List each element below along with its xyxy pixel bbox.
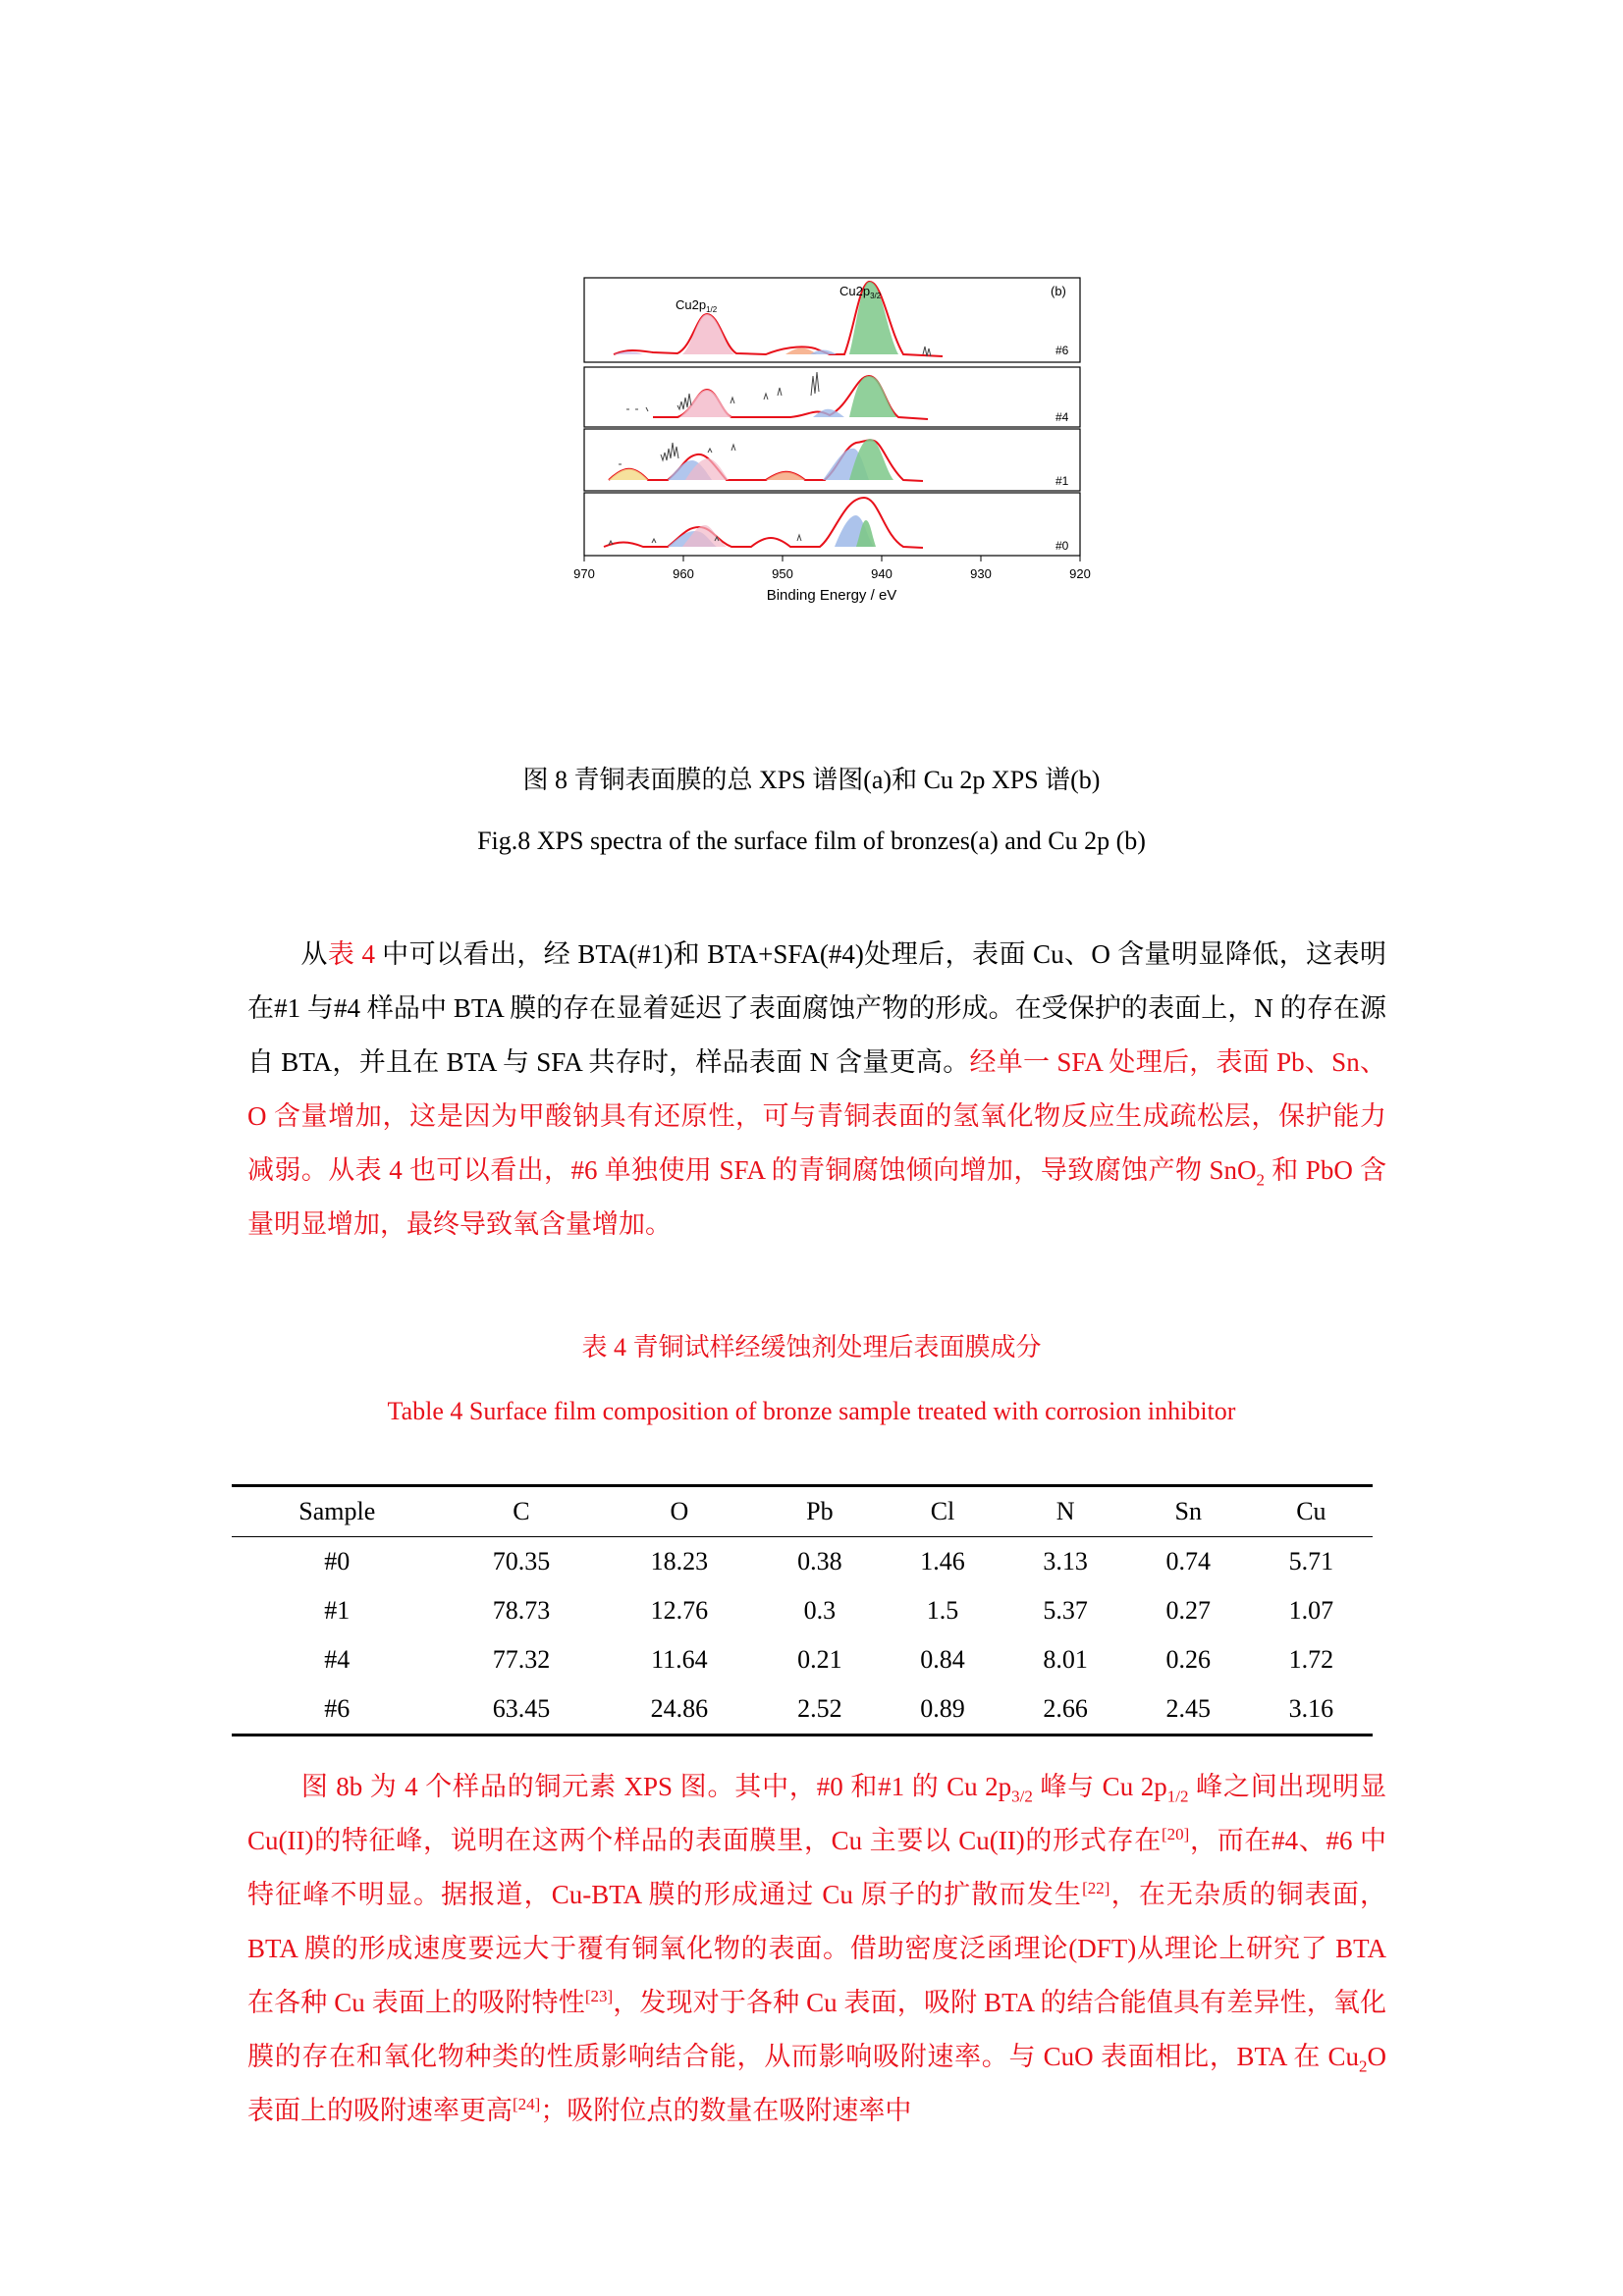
table-cell: 70.35 — [492, 1547, 551, 1575]
table-cell: #6 — [324, 1694, 351, 1723]
table-title-en: Table 4 Surface film composition of bronze sample treated with corrosion inhibitor — [387, 1397, 1236, 1425]
table-cell: 0.38 — [797, 1547, 842, 1575]
table-cell: #4 — [324, 1645, 351, 1674]
table-row — [232, 1635, 1373, 1684]
table-cell: #1 — [324, 1596, 351, 1625]
x-tick-920: 920 — [1069, 566, 1091, 581]
paragraph-1 — [247, 928, 1386, 1252]
para2-sub: 2 — [1359, 2056, 1368, 2076]
table-cell: 8.01 — [1043, 1645, 1088, 1674]
para1-text-e: 和 PbO 含量明显增加，最终导致氧含量增加。 — [247, 1155, 1386, 1239]
header-cu: Cu — [1296, 1497, 1326, 1525]
table-row — [232, 1684, 1373, 1735]
para1-text-d: 经单一 SFA 处理后，表面 Pb、Sn、O 含量增加，这是因为甲酸钠具有还原性，可与青铜表面的氢氧化物反应生成疏松层，保护能力减弱。从表 4 也可以看出，#6 单独使用 SFA 的青铜腐蚀倾向增加，导致腐蚀产物 SnO — [247, 1047, 1386, 1185]
sample-label-6: #6 — [1055, 344, 1069, 357]
table-cell: 0.21 — [797, 1645, 842, 1674]
table-header-row — [232, 1486, 1373, 1537]
table-cell: 11.64 — [651, 1645, 708, 1674]
x-tick-950: 950 — [772, 566, 793, 581]
table-cell: 5.71 — [1288, 1547, 1334, 1575]
para2-text: ；吸附位点的数量在吸附速率中 — [540, 2096, 912, 2125]
header-pb: Pb — [806, 1497, 834, 1525]
para1-table-ref: 表 4 — [327, 939, 375, 969]
para2-text: 峰之间出现明显 Cu(II)的特征峰，说明在这两个样品的表面膜里，Cu 主要以 Cu(II)的形式存在 — [247, 1772, 1386, 1855]
table-cell: 63.45 — [492, 1694, 551, 1723]
panel-sample-0 — [584, 493, 1080, 556]
panel-label: (b) — [1051, 284, 1066, 298]
peak-label-cu2p-half: $Cu2p_{1/2}$ — [676, 297, 718, 314]
table-cell: 3.13 — [1043, 1547, 1088, 1575]
panel-sample-6 — [584, 278, 1080, 362]
x-axis — [573, 556, 1091, 604]
figure-caption-en: Fig.8 XPS spectra of the surface film of bronzes(a) and Cu 2p (b) — [477, 827, 1146, 855]
table-cell: 0.27 — [1165, 1596, 1211, 1625]
table-cell: 24.86 — [650, 1694, 709, 1723]
para2-text: ，而在#4、#6 中特征峰不明显。据报道，Cu-BTA 膜的形成通过 Cu 原子的扩散而发生 — [247, 1826, 1386, 1909]
sample-label-1: #1 — [1055, 474, 1069, 488]
para1-text-a: 从 — [300, 939, 328, 969]
x-tick-930: 930 — [970, 566, 992, 581]
table-row — [232, 1586, 1373, 1635]
x-tick-940: 940 — [871, 566, 893, 581]
x-tick-960: 960 — [673, 566, 694, 581]
header-cl: Cl — [930, 1497, 955, 1525]
header-o: O — [670, 1497, 689, 1525]
table-cell: 2.52 — [797, 1694, 842, 1723]
sample-label-4: #4 — [1055, 410, 1069, 424]
table-cell: #0 — [324, 1547, 351, 1575]
table-cell: 12.76 — [650, 1596, 709, 1625]
para2-text: ，在无杂质的铜表面，BTA 膜的形成速度要远大于覆有铜氧化物的表面。借助密度泛函理论(DFT)从理论上研究了 BTA 在各种 Cu 表面上的吸附特性 — [247, 1880, 1387, 2017]
para2-text: 峰与 Cu 2p — [1032, 1772, 1167, 1801]
citation-22: [22] — [1082, 1879, 1110, 1897]
table-cell: 0.84 — [920, 1645, 965, 1674]
para1-text-c: 中可以看出，经 BTA(#1)和 BTA+SFA(#4)处理后，表面 Cu、O 含量明显降低，这表明在#1 与#4 样品中 BTA 膜的存在显着延迟了表面腐蚀产物的形成。在受保护的表面上，N 的存在源自 BTA，并且在 BTA 与 SFA 共存时，样品表面 N 含量更高。 — [247, 939, 1387, 1077]
table-cell: 1.72 — [1288, 1645, 1334, 1674]
para2-text: 图 8b 为 4 个样品的铜元素 XPS 图。其中，#0 和#1 的 Cu 2p — [300, 1772, 1012, 1801]
x-tick-970: 970 — [573, 566, 595, 581]
panel-sample-1 — [584, 429, 1080, 491]
table-cell: 0.74 — [1165, 1547, 1211, 1575]
cu2p-xps-figure — [569, 270, 1100, 707]
table-cell: 0.89 — [920, 1694, 965, 1723]
table-cell: 18.23 — [650, 1547, 709, 1575]
table-cell: 1.46 — [920, 1547, 965, 1575]
para2-text: O 表面上的吸附速率更高 — [247, 2042, 1386, 2125]
table-cell: 1.07 — [1288, 1596, 1334, 1625]
citation-23: [23] — [584, 1987, 614, 2005]
peak-label-cu2p-three-half: $Cu2p_{3/2}$ — [839, 284, 882, 300]
para2-text: ，发现对于各种 Cu 表面，吸附 BTA 的结合能值具有差异性，氧化膜的存在和氧化物种类的性质影响结合能，从而影响吸附速率。与 CuO 表面相比，BTA 在 Cu — [247, 1988, 1386, 2071]
x-axis-label: Binding Energy / eV — [766, 587, 897, 604]
table-cell: 77.32 — [492, 1645, 551, 1674]
table-cell: 0.3 — [803, 1596, 837, 1625]
header-n: N — [1055, 1497, 1075, 1525]
panel-sample-4 — [584, 367, 1080, 427]
paragraph-2 — [247, 1760, 1386, 2138]
table-cell: 2.66 — [1043, 1694, 1088, 1723]
citation-24: [24] — [513, 2095, 541, 2113]
table-title-cn: 表 4 青铜试样经缓蚀剂处理后表面膜成分 — [581, 1333, 1042, 1362]
table-cell: 1.5 — [926, 1596, 959, 1625]
table-cell: 0.26 — [1165, 1645, 1211, 1674]
header-sn: Sn — [1174, 1497, 1202, 1525]
table-row — [232, 1537, 1373, 1587]
composition-table — [232, 1484, 1373, 1736]
table-cell: 2.45 — [1165, 1694, 1211, 1723]
figure-caption-cn: 图 8 青铜表面膜的总 XPS 谱图(a)和 Cu 2p XPS 谱(b) — [522, 766, 1101, 794]
table-cell: 3.16 — [1288, 1694, 1334, 1723]
para1-sub: 2 — [1256, 1170, 1266, 1190]
table-cell: 78.73 — [492, 1596, 551, 1625]
sample-label-0: #0 — [1055, 539, 1069, 553]
header-c: C — [513, 1497, 530, 1525]
para2-sub: 1/2 — [1166, 1787, 1189, 1806]
table-cell: 5.37 — [1043, 1596, 1088, 1625]
citation-20: [20] — [1161, 1825, 1190, 1843]
header-sample: Sample — [298, 1497, 376, 1525]
para2-sub: 3/2 — [1011, 1787, 1033, 1806]
